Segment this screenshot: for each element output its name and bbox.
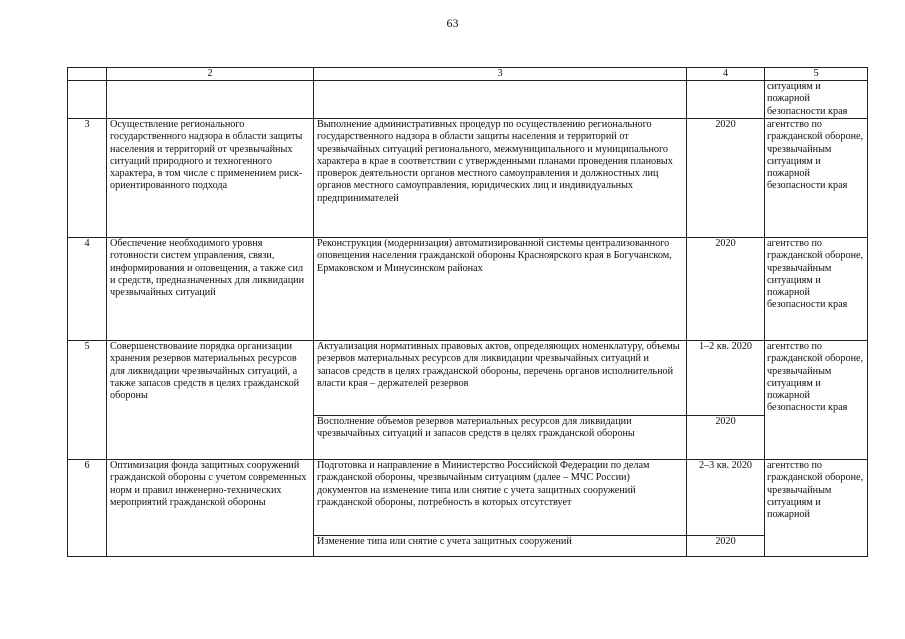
plan-table [67, 67, 868, 557]
table-row [68, 119, 868, 238]
deadline-cell: 2020 [687, 119, 765, 238]
activity-cell: Актуализация нормативных правовых актов, определяющих номенклатуру, объемы резервов материальных ресурсов для ликвидации чрезвычайных ситуаций и запасов средств в целях гражданской обороны, перечень органов исполнительной власти края – держателей резервов [314, 341, 687, 416]
table-row [68, 341, 868, 416]
activity-cell: Реконструкция (модернизация) автоматизированной системы централизованного оповещения населения гражданской обороны Красноярского края в Богучанском, Ермаковском и Минусинском районах [314, 238, 687, 341]
responsible-cell: агентство по гражданской обороне, чрезвычайным ситуациям и пожарной безопасности края [765, 238, 868, 341]
table-row [68, 238, 868, 341]
row-number: 5 [68, 341, 107, 460]
header-cell-1 [68, 68, 107, 81]
task-cell: Совершенствование порядка организации хранения резервов материальных ресурсов для ликвидации чрезвычайных ситуаций, а также запасов средств в целях гражданской обороны [107, 341, 314, 460]
continuation-row [68, 81, 868, 119]
header-cell-3: 3 [314, 68, 687, 81]
page-number: 63 [446, 16, 459, 30]
activity-cell: Подготовка и направление в Министерство Российской Федерации по делам гражданской обороны, чрезвычайным ситуациям (далее – МЧС России) документов на изменение типа или снятие с учета защитных сооружений гражданской обороны, потребность в которых отсутствует [314, 460, 687, 536]
deadline-cell: 2–3 кв. 2020 [687, 460, 765, 536]
task-cell: Обеспечение необходимого уровня готовности систем управления, связи, информирования и оповещения, а также сил и средств, предназначенных для ликвидации чрезвычайных ситуаций [107, 238, 314, 341]
responsible-cell: ситуациям и пожарной безопасности края [765, 81, 868, 119]
task-cell: Оптимизация фонда защитных сооружений гражданской обороны с учетом современных норм и правил инженерно-технических мероприятий гражданской обороны [107, 460, 314, 557]
deadline-cell: 2020 [715, 535, 736, 547]
activity-cell: Изменение типа или снятие с учета защитных сооружений [317, 535, 572, 547]
task-cell: Осуществление регионального государственного надзора в области защиты населения и территорий от чрезвычайных ситуаций природного и техногенного характера, в том числе с применением риск-ориентированного подхода [107, 119, 314, 238]
responsible-cell: агентство по гражданской обороне, чрезвычайным ситуациям и пожарной безопасности края [765, 341, 868, 460]
header-row [68, 68, 868, 81]
responsible-cell: агентство по гражданской обороне, чрезвычайным ситуациям и пожарной безопасности края [765, 119, 868, 238]
header-cell-4: 4 [687, 68, 765, 81]
header-cell-2: 2 [107, 68, 314, 81]
deadline-cell: 2020 [687, 416, 765, 460]
row-number: 3 [68, 119, 107, 238]
row-number: 4 [68, 238, 107, 341]
activity-cell: Выполнение административных процедур по осуществлению регионального государственного надзора в области защиты населения и территорий от чрезвычайных ситуаций регионального, межмуниципального и муниципального характера в крае в соответствии с утвержденными планами проведения плановых проверок деятельности органов местного самоуправления и должностных лиц органов местного самоуправления, юридических лиц и индивидуальных предпринимателей [314, 119, 687, 238]
activity-cell: Восполнение объемов резервов материальных ресурсов для ликвидации чрезвычайных ситуаций и запасов средств в целях гражданской обороны [314, 416, 687, 460]
header-cell-5: 5 [765, 68, 868, 81]
responsible-cell: агентство по гражданской обороне, чрезвычайным ситуациям и пожарной [767, 460, 864, 521]
deadline-cell: 1–2 кв. 2020 [687, 341, 765, 416]
deadline-cell: 2020 [687, 238, 765, 341]
table-row [68, 460, 868, 536]
row-number: 6 [68, 460, 107, 557]
